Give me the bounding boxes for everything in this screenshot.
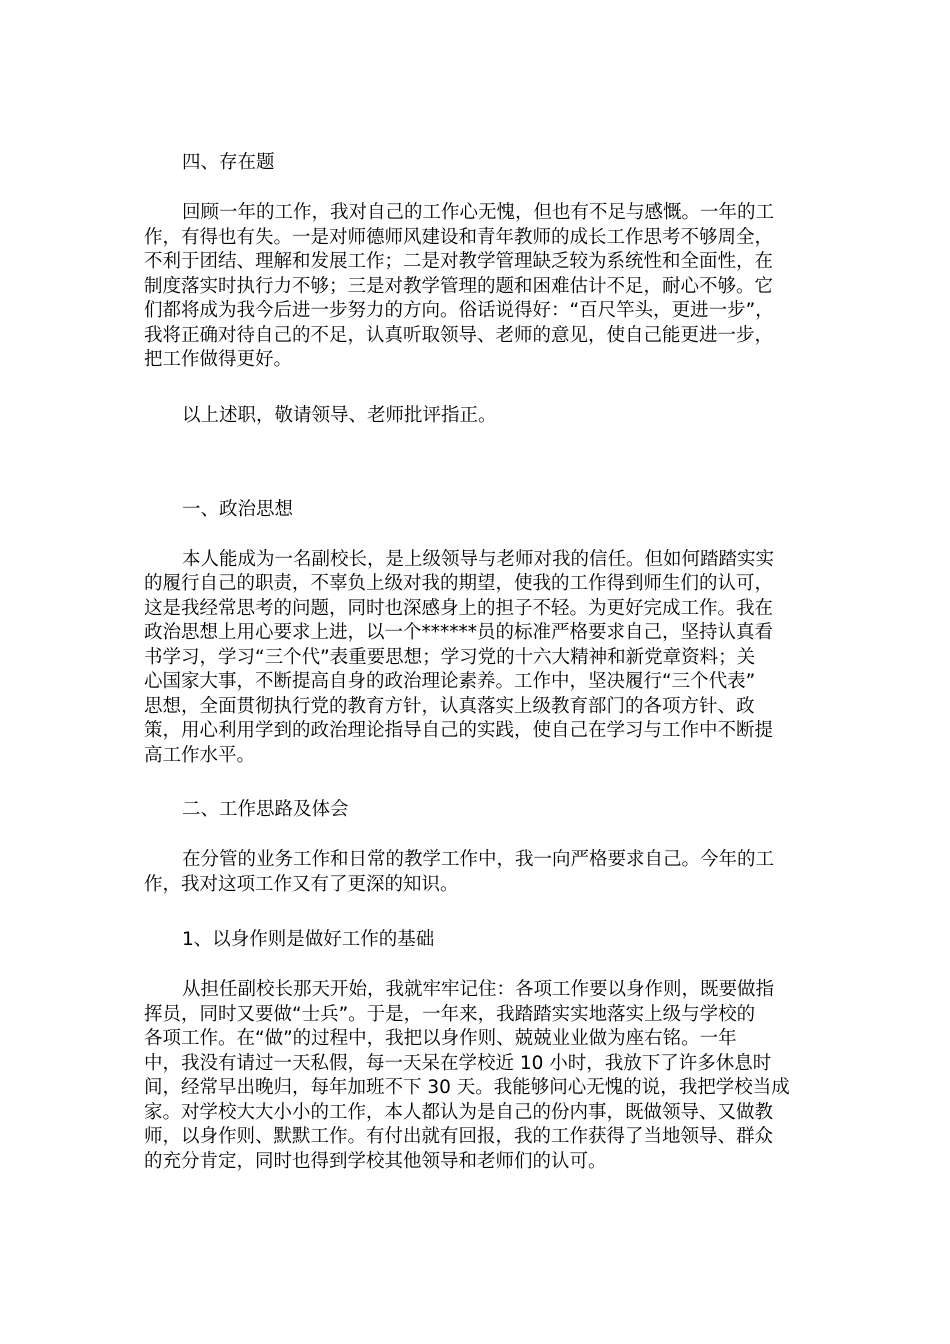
paragraph-line: 间，经常早出晚归，每年加班不下 30 天。我能够问心无愧的说，我把学校当成: [144, 1077, 790, 1098]
paragraph-line: 心国家大事，不断提高自身的政治理论素养。工作中，坚决履行“三个代表”: [144, 671, 756, 692]
paragraph-line: 在分管的业务工作和日常的教学工作中，我一向严格要求自己。今年的工: [182, 849, 775, 870]
paragraph-problems: [144, 201, 806, 373]
paragraph-line: 思想，全面贯彻执行党的教育方针，认真落实上级教育部门的各项方针、政: [144, 695, 755, 717]
paragraph-line: 高工作水平。: [144, 744, 256, 766]
paragraph-line: 们都将成为我今后进一步努力的方向。俗话说得好：“百尺竿头，更进一步”，: [144, 300, 774, 321]
paragraph-lead-by-example: [144, 978, 806, 1174]
paragraph-line: 制度落实时执行力不够；三是对教学管理的题和困难估计不足，耐心不够。它: [144, 275, 774, 297]
paragraph-line: 这是我经常思考的问题，同时也深感身上的担子不轻。为更好完成工作。我在: [144, 597, 774, 619]
paragraph-work-approach: [144, 848, 806, 897]
paragraph-line: 我将正确对待自己的不足，认真听取领导、老师的意见，使自己能更进一步，: [144, 324, 774, 346]
paragraph-line: 挥员，同时又要做“士兵”。于是，一年来，我踏踏实实地落实上级与学校的: [144, 1003, 756, 1025]
section-heading-lead-by-example: 1、以身作则是做好工作的基础: [182, 929, 435, 950]
paragraph-line: 回顾一年的工作，我对自己的工作心无愧，但也有不足与感慨。一年的工: [182, 202, 775, 223]
paragraph-line: 政治思想上用心要求上进，以一个******员的标准严格要求自己，坚持认真看: [144, 622, 774, 643]
paragraph-line: 策，用心利用学到的政治理论指导自己的实践，使自己在学习与工作中不断提: [144, 720, 774, 741]
section-heading-work-approach: 二、工作思路及体会: [182, 799, 349, 820]
paragraph-political: [144, 548, 806, 769]
paragraph-line: 作，有得也有失。一是对师德师风建设和青年教师的成长工作思考不够周全，: [144, 226, 774, 248]
paragraph-line: 不利于团结、理解和发展工作；二是对教学管理缺乏较为系统性和全面性，在: [144, 251, 774, 272]
paragraph-line: 作，我对这项工作又有了更深的知识。: [144, 873, 459, 895]
paragraph-line: 本人能成为一名副校长，是上级领导与老师对我的信任。但如何踏踏实实: [182, 548, 775, 570]
closing-remark: 以上述职，敬请领导、老师批评指正。: [182, 404, 497, 426]
paragraph-line: 中，我没有请过一天私假，每一天呆在学校近 10 小时，我放下了许多休息时: [144, 1052, 772, 1074]
paragraph-line: 的履行自己的职责，不辜负上级对我的期望，使我的工作得到师生们的认可，: [144, 573, 774, 594]
section-heading-political: 一、政治思想: [182, 498, 294, 520]
document-page: [144, 150, 806, 1174]
paragraph-line: 的充分肯定，同时也得到学校其他领导和老师们的认可。: [144, 1150, 607, 1172]
section-heading-problems: 四、存在题: [182, 152, 275, 173]
paragraph-line: 各项工作。在“做”的过程中，我把以身作则、兢兢业业做为座右铭。一年: [144, 1028, 737, 1049]
paragraph-line: 书学习，学习“三个代”表重要思想；学习党的十六大精神和新党章资料；关: [144, 646, 756, 668]
paragraph-line: 把工作做得更好。: [144, 349, 293, 370]
paragraph-line: 师，以身作则、默默工作。有付出就有回报，我的工作获得了当地领导、群众: [144, 1126, 774, 1147]
paragraph-line: 从担任副校长那天开始，我就牢牢记住：各项工作要以身作则，既要做指: [182, 979, 775, 1000]
paragraph-line: 家。对学校大大小小的工作，本人都认为是自己的份内事，既做领导、又做教: [144, 1101, 774, 1123]
